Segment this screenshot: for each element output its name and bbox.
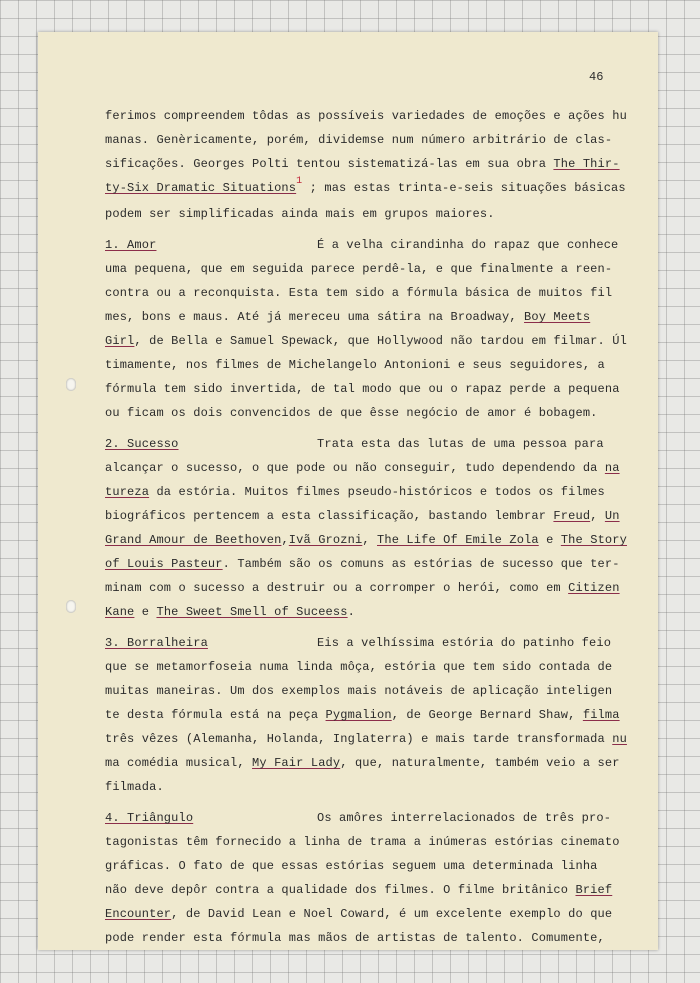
text-line: Encounter, de David Lean e Noel Coward, é um excelente exemplo do que xyxy=(105,907,613,921)
text-line: timamente, nos filmes de Michelangelo Antonioni e seus seguidores, a xyxy=(105,358,605,372)
text-line: uma pequena, que em seguida parece perdê-la, e que finalmente a reen- xyxy=(105,262,613,276)
film-title: My Fair Lady xyxy=(252,756,341,770)
text-line: gráficas. O fato de que essas estórias seguem uma determinada linha xyxy=(105,859,598,873)
text-line: ty-Six Dramatic Situations$^1$ ; mas estas trinta-e-seis situações básicas xyxy=(105,176,626,195)
text-line: tagonistas têm fornecido a linha de trama a inúmeras estórias cinemato xyxy=(105,835,620,849)
text-line: podem ser simplificadas ainda mais em grupos maiores. xyxy=(105,207,495,221)
text-line: não deve depôr contra a qualidade dos filmes. O filme britânico Brief xyxy=(105,883,613,897)
section-heading-line: 3. Borralheira Eis a velhíssima estória do patinho feio xyxy=(105,631,615,655)
section-heading-line: 4. Triângulo Os amôres interrelacionados de três pro- xyxy=(105,806,615,830)
film-title: Citizen xyxy=(568,581,620,595)
text-line: ma comédia musical, My Fair Lady, que, naturalmente, também veio a ser xyxy=(105,756,620,770)
film-title: Brief xyxy=(575,883,613,897)
text-line: filmada. xyxy=(105,780,164,794)
text-line: tureza da estória. Muitos filmes pseudo-históricos e todos os filmes xyxy=(105,485,605,499)
section-heading: 2. Sucesso xyxy=(105,437,179,451)
film-title: Un xyxy=(604,509,620,523)
text-line: ferimos compreendem tôdas as possíveis variedades de emoções e ações hu xyxy=(105,109,627,123)
page-number: 46 xyxy=(589,70,604,84)
section-heading: 3. Borralheira xyxy=(105,636,208,650)
film-title: ty-Six Dramatic Situations xyxy=(105,181,297,195)
film-title: Grand Amour de Beethoven xyxy=(105,533,282,547)
film-title: Encounter xyxy=(105,907,172,921)
film-title: Freud xyxy=(553,509,591,523)
section-heading: 4. Triângulo xyxy=(105,811,194,825)
text-line: Grand Amour de Beethoven,Ivã Grozni, The Life Of Emile Zola e The Story xyxy=(105,533,627,547)
text-line: pode render esta fórmula mas mãos de artistas de talento. Comumente, xyxy=(105,931,605,945)
page-body xyxy=(105,104,627,950)
text-line: minam com o sucesso a destruir ou a corromper o herói, como em Citizen xyxy=(105,581,620,595)
footnote-marker: 1 xyxy=(296,176,303,187)
text-line: três vêzes (Alemanha, Holanda, Inglaterra) e mais tarde transformada nu xyxy=(105,732,627,746)
text-line: que se metamorfoseia numa linda môça, estória que tem sido contada de xyxy=(105,660,613,674)
text-line: fórmula tem sido invertida, de tal modo que ou o rapaz perde a pequena xyxy=(105,382,620,396)
section-heading-line: 1. Amor É a velha cirandinha do rapaz que conhece xyxy=(105,233,615,257)
film-title: Girl xyxy=(105,334,135,348)
film-title: Ivã Grozni xyxy=(288,533,363,547)
film-title: The Story xyxy=(560,533,627,547)
film-title: The Thir- xyxy=(553,157,620,171)
film-title: The Sweet Smell of Suceess xyxy=(156,605,348,619)
text-line: alcançar o sucesso, o que pode ou não conseguir, tudo dependendo da na xyxy=(105,461,620,475)
section-heading-line: 2. Sucesso Trata esta das lutas de uma pessoa para xyxy=(105,432,615,456)
text-line: sificações. Georges Polti tentou sistematizá-las em sua obra The Thir- xyxy=(105,157,620,171)
film-title: The Life Of Emile Zola xyxy=(377,533,539,547)
text-line: Kane e The Sweet Smell of Suceess. xyxy=(105,605,355,619)
text-line: contra ou a reconquista. Esta tem sido a fórmula básica de muitos fil xyxy=(105,286,613,300)
text-line: of Louis Pasteur. Também são os comuns as estórias de sucesso que ter- xyxy=(105,557,620,571)
film-title: Kane xyxy=(105,605,135,619)
section-heading: 1. Amor xyxy=(105,238,157,252)
text-line: ou ficam os dois convencidos de que êsse negócio de amor é bobagem. xyxy=(105,406,598,420)
punch-hole xyxy=(66,600,76,613)
text-line: manas. Genèricamente, porém, dividemse num número arbitrário de clas- xyxy=(105,133,613,147)
text-line: mes, bons e maus. Até já mereceu uma sátira na Broadway, Boy Meets xyxy=(105,310,591,324)
punch-hole xyxy=(66,378,76,391)
text-line: muitas maneiras. Um dos exemplos mais notáveis de aplicação inteligen xyxy=(105,684,613,698)
text-line: Girl, de Bella e Samuel Spewack, que Hollywood não tardou em filmar. Úl xyxy=(105,334,627,348)
film-title: Boy Meets xyxy=(524,310,591,324)
text-line: te desta fórmula está na peça Pygmalion, de George Bernard Shaw, filma xyxy=(105,708,620,722)
film-title: of Louis Pasteur xyxy=(105,557,223,571)
film-title: Pygmalion xyxy=(325,708,392,722)
text-line: biográficos pertencem a esta classificação, bastando lembrar Freud, Un xyxy=(105,509,620,523)
